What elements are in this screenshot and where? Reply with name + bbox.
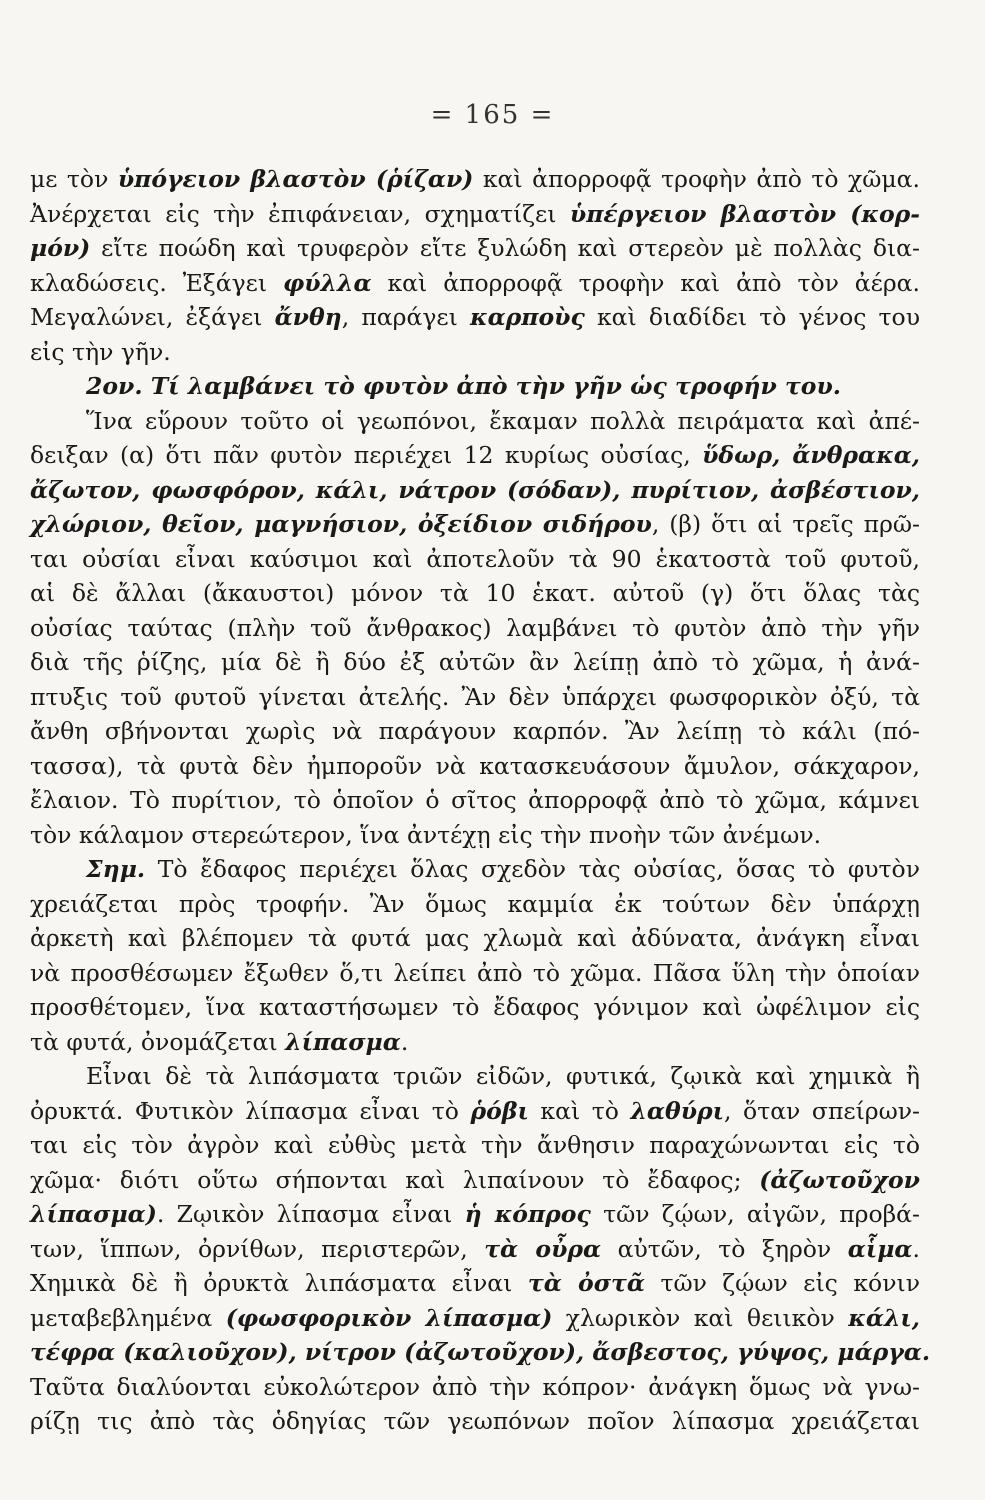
page-number: = 165 = <box>430 100 555 130</box>
text-line: διὰ τῆς ῥίζης, μία δὲ ἢ δύο ἐξ αὐτῶν ἂν λείπῃ ἀπὸ τὸ χῶμα, ἡ ἀνά- <box>30 648 920 676</box>
text-line: χῶμα· διότι οὕτω σήπονται καὶ λιπαίνουν τὸ ἔδαφος; (ἀζωτοῦχον <box>30 1165 920 1194</box>
text-line: εἰς τὴν γῆν. <box>30 337 171 366</box>
text-line: Ταῦτα διαλύονται εὐκολώτερον ἀπὸ τὴν κόπρον· ἀνάγκη ὅμως νὰ γνω- <box>30 1372 920 1401</box>
text-line: ἄζωτον, φωσφόρον, κάλι, νάτρον (σόδαν), πυρίτιον, ἀσβέστιον, <box>30 475 920 504</box>
text-line: ἄνθη σβήνονται χωρὶς νὰ παράγουν καρπόν. Ἂν λείπῃ τὸ κάλι (πό- <box>30 717 920 745</box>
text-line: αἱ δὲ ἄλλαι (ἄκαυστοι) μόνον τὰ 10 ἑκατ. αὐτοῦ (γ) ὅτι ὅλας τὰς <box>30 579 920 607</box>
text-line: τὰ φυτά, ὀνομάζεται λίπασμα. <box>30 1027 409 1056</box>
text-line: ὀρυκτά. Φυτικὸν λίπασμα εἶναι τὸ ῥόβι καὶ τὸ λαθύρι, ὅταν σπείρων- <box>30 1096 920 1125</box>
text-line: προσθέτομεν, ἵνα καταστήσωμεν τὸ ἔδαφος γόνιμον καὶ ὠφέλιμον εἰς <box>30 993 920 1021</box>
section-heading: 2ον. Τί λαμβάνει τὸ φυτὸν ἀπὸ τὴν γῆν ὡς τροφήν του. <box>86 372 841 400</box>
text-line: τασσα), τὰ φυτὰ δὲν ἠμποροῦν νὰ κατασκευάσουν ἄμυλον, σάκχαρον, <box>30 751 920 780</box>
text-line: Ἵνα εὕρουν τοῦτο οἱ γεωπόνοι, ἔκαμαν πολλὰ πειράματα καὶ ἀπέ- <box>86 406 920 435</box>
text-line: μεταβεβλημένα (φωσφορικὸν λίπασμα) χλωρικὸν καὶ θειικὸν κάλι, <box>30 1303 920 1332</box>
text-line: λίπασμα). Ζῳικὸν λίπασμα εἶναι ἡ κόπρος τῶν ζῴων, αἰγῶν, προβά- <box>30 1200 920 1228</box>
text-line: των, ἵππων, ὀρνίθων, περιστερῶν, τὰ οὖρα αὐτῶν, τὸ ξηρὸν αἷμα. <box>30 1234 920 1263</box>
text-line: κλαδώσεις. Ἐξάγει φύλλα καὶ ἀπορροφᾷ τροφὴν καὶ ἀπὸ τὸν ἀέρα. <box>30 268 921 297</box>
text-line: Ἀνέρχεται εἰς τὴν ἐπιφάνειαν, σχηματίζει ὑπέργειον βλαστὸν (κορ- <box>30 199 920 228</box>
text-line: Χημικὰ δὲ ἢ ὀρυκτὰ λιπάσματα εἶναι τὰ ὀστᾶ τῶν ζῴων εἰς κόνιν <box>30 1269 920 1297</box>
text-line: ται οὐσίαι εἶναι καύσιμοι καὶ ἀποτελοῦν τὰ 90 ἑκατοστὰ τοῦ φυτοῦ, <box>30 544 920 573</box>
text-line: ται εἰς τὸν ἀγρὸν καὶ εὐθὺς μετὰ τὴν ἄνθησιν παραχώνωνται εἰς τὸ <box>30 1131 920 1159</box>
text-line: με τὸν ὑπόγειον βλαστὸν (ῥίζαν) καὶ ἀπορροφᾷ τροφὴν ἀπὸ τὸ χῶμα. <box>30 165 920 193</box>
text-line: ἀρκετὴ καὶ βλέπομεν τὰ φυτά μας χλωμὰ καὶ ἀδύνατα, ἀνάγκη εἶναι <box>30 924 920 952</box>
note-line: Σημ. Τὸ ἔδαφος περιέχει ὅλας σχεδὸν τὰς οὐσίας, ὅσας τὸ φυτὸν <box>86 855 920 883</box>
text-line: νὰ προσθέσωμεν ἔξωθεν ὅ,τι λείπει ἀπὸ τὸ χῶμα. Πᾶσα ὕλη τὴν ὁποίαν <box>30 958 920 987</box>
text-line: χρειάζεται πρὸς τροφήν. Ἂν ὅμως καμμία ἐκ τούτων δὲν ὑπάρχῃ <box>30 889 920 918</box>
text-line: Εἶναι δὲ τὰ λιπάσματα τριῶν εἰδῶν, φυτικά, ζῳικὰ καὶ χημικὰ ἢ <box>86 1062 920 1090</box>
text-line: δειξαν (α) ὅτι πᾶν φυτὸν περιέχει 12 κυρίως οὐσίας, ὕδωρ, ἄνθρακα, <box>30 441 920 469</box>
text-line: ρίζῃ τις ἀπὸ τὰς ὁδηγίας τῶν γεωπόνων ποῖον λίπασμα χρειάζεται <box>30 1407 920 1435</box>
text-line: χλώριον, θεῖον, μαγνήσιον, ὀξείδιον σιδήρου, (β) ὅτι αἱ τρεῖς πρῶ- <box>30 510 920 538</box>
body-text <box>30 162 931 1439</box>
text-line: Μεγαλώνει, ἐξάγει ἄνθη, παράγει καρποὺς καὶ διαδίδει τὸ γένος του <box>30 303 920 331</box>
text-line: τὸν κάλαμον στερεώτερον, ἵνα ἀντέχῃ εἰς τὴν πνοὴν τῶν ἀνέμων. <box>30 820 822 849</box>
text-line: μόν) εἴτε ποώδη καὶ τρυφερὸν εἴτε ξυλώδη καὶ στερεὸν μὲ πολλὰς δια- <box>30 234 920 262</box>
text-line: τέφρα (καλιοῦχον), νίτρον (ἀζωτοῦχον), ἄσβεστος, γύψος, μάργα. <box>30 1338 931 1366</box>
text-line: οὐσίας ταύτας (πλὴν τοῦ ἄνθρακος) λαμβάνει τὸ φυτὸν ἀπὸ τὴν γῆν <box>30 613 920 642</box>
text-line: πτυξις τοῦ φυτοῦ γίνεται ἀτελής. Ἂν δὲν ὑπάρχει φωσφορικὸν ὀξύ, τὰ <box>30 682 920 711</box>
text-line: ἔλαιον. Τὸ πυρίτιον, τὸ ὁποῖον ὁ σῖτος ἀπορροφᾷ ἀπὸ τὸ χῶμα, κάμνει <box>30 786 920 814</box>
